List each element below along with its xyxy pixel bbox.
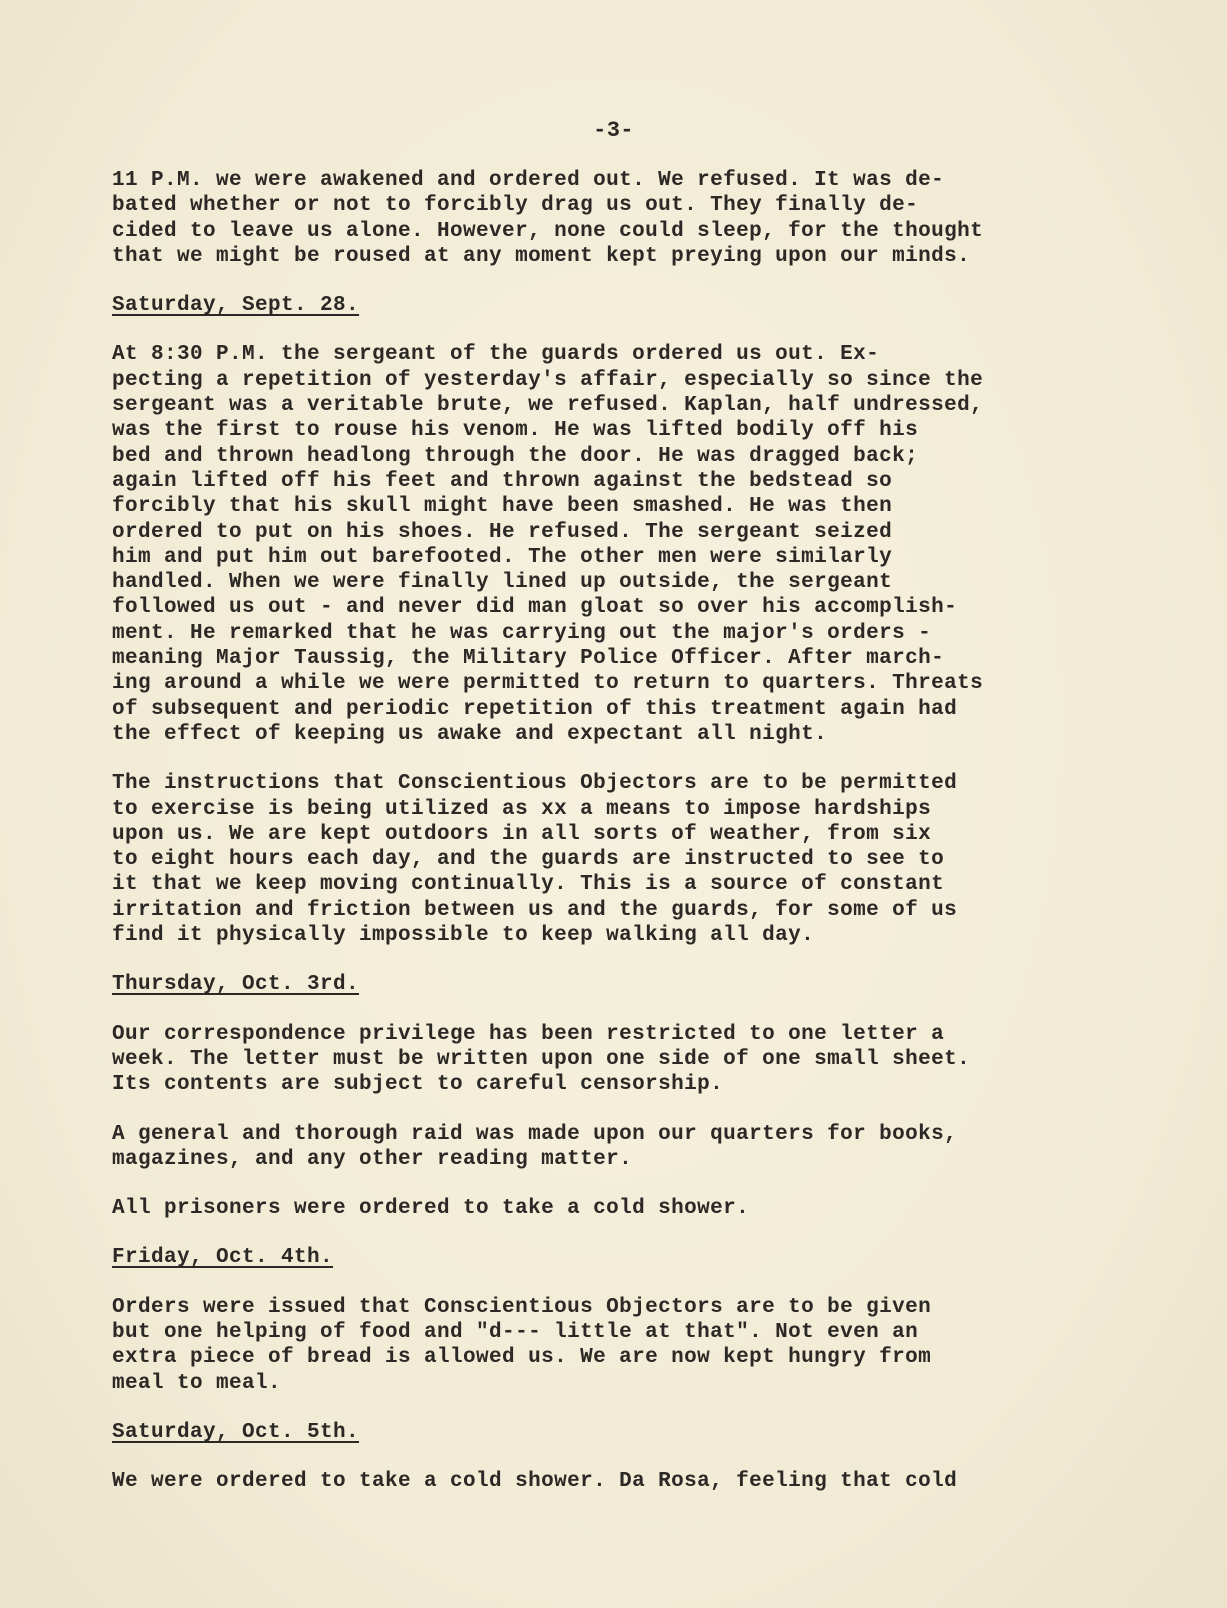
paragraph-oct-5: We were ordered to take a cold shower. Da Rosa, feeling that cold xyxy=(112,1470,958,1494)
document-body xyxy=(112,168,1152,1494)
page-number: -3- xyxy=(593,118,634,143)
paragraph-intro: 11 P.M. we were awakened and ordered out. We refused. It was de- bated whether or not to forcibly drag us out. They finally de- cided to leave us alone. However, none could sleep, for the thought that we might be roused at any moment kept preying upon our minds. xyxy=(112,169,984,268)
heading-saturday-oct-5: Saturday, Oct. 5th. xyxy=(112,1420,360,1444)
paragraph-exercise: The instructions that Conscientious Objectors are to be permitted to exercise is being utilized as xx a means to impose hardships upon us. We are kept outdoors in all sorts of weather, from six to eight hours each day, and the guards are instructed to see to it that we keep moving continually. This is a source of constant irritation and friction between us and the guards, for some of us find it physically impossible to keep walking all day. xyxy=(112,772,958,948)
paragraph-food: Orders were issued that Conscientious Objectors are to be given but one helping of food and "d--- little at that". Not even an extra piece of bread is allowed us. We are now kept hungry from meal to meal. xyxy=(112,1295,932,1395)
paragraph-shower: All prisoners were ordered to take a cold shower. xyxy=(112,1197,750,1221)
paragraph-correspondence: Our correspondence privilege has been restricted to one letter a week. The letter must be written upon one side of one small sheet. Its contents are subject to careful censorship. xyxy=(112,1022,971,1097)
paragraph-sept-28: At 8:30 P.M. the sergeant of the guards ordered us out. Ex- pecting a repetition of yesterday's affair, especially so since the sergeant was a veritable brute, we refused. Kaplan, half undressed, was the first to rouse his venom. He was lifted bodily off his bed and thrown headlong through the door. He was dragged back; again lifted off his feet and thrown against the bedstead so forcibly that his skull might have been smashed. He was then ordered to put on his shoes. He refused. The sergeant seized him and put him out barefooted. The other men were similarly handled. When we were finally lined up outside, the sergeant followed us out - and never did man gloat so over his accomplish- ment. He remarked that he was carrying out the major's orders - meaning Major Taussig, the Military Police Officer. After march- ing around a while we were permitted to return to quarters. Threats of subsequent and periodic repetition of this treatment again had the effect of keeping us awake and expectant all night. xyxy=(112,343,984,746)
heading-saturday-sept-28: Saturday, Sept. 28. xyxy=(112,294,360,318)
heading-thursday-oct-3: Thursday, Oct. 3rd. xyxy=(112,973,360,997)
heading-friday-oct-4: Friday, Oct. 4th. xyxy=(112,1246,334,1270)
paragraph-raid: A general and thorough raid was made upon our quarters for books, magazines, and any other reading matter. xyxy=(112,1122,958,1171)
